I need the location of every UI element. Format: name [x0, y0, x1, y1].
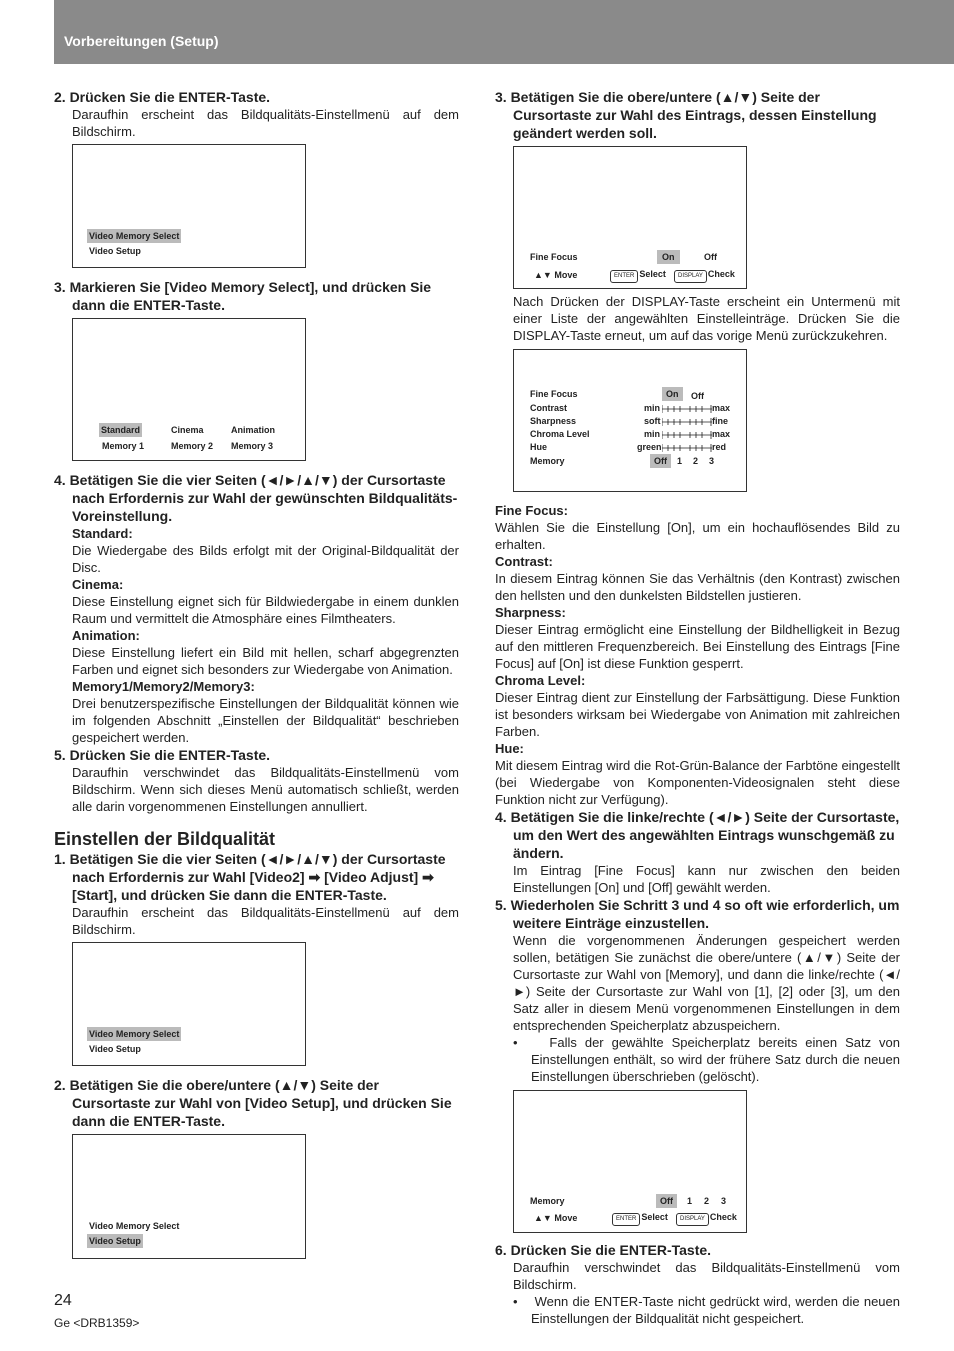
screenC-select	[612, 1210, 668, 1226]
sb-chroma: Chroma Level	[530, 429, 590, 439]
r-step-3-title: 3. Betätigen Sie die obere/untere (▲/▼) Seite der Cursortaste zur Wahl des Eintrags, dessen Einstellung geändert werden soll.	[495, 89, 877, 141]
right-column	[495, 88, 900, 1327]
hue-heading: Hue:	[495, 741, 524, 756]
screen-menu-1	[72, 144, 306, 268]
sb-sharpness: Sharpness	[530, 416, 577, 426]
sb-ch-min: min	[644, 429, 661, 439]
screen2-standard: Standard	[101, 425, 141, 435]
screen4-item1: Video Memory Select	[89, 1221, 180, 1231]
memory-heading: Memory1/Memory2/Memory3:	[72, 679, 255, 694]
screen1-item1: Video Memory Select	[89, 231, 180, 241]
sb-s-fine: fine	[712, 416, 729, 426]
sharpness-scale-icon	[662, 417, 712, 426]
screen1-item2: Video Setup	[89, 246, 141, 256]
screen2-memory1: Memory 1	[102, 441, 145, 451]
chroma-scale-icon	[662, 430, 712, 439]
r-step-4-body: Im Eintrag [Fine Focus] kann nur zwischen den beiden Einstellungen [On] und [Off] gewählt werden.	[513, 863, 900, 895]
screen2-memory2: Memory 2	[171, 441, 214, 451]
cinema-body: Diese Einstellung eignet sich für Bildwiedergabe in einem dunklen Raum und vermittelt die Atmosphäre eines Filmtheaters.	[72, 594, 459, 626]
chroma-body: Dieser Eintrag dient zur Einstellung der Farbsättigung. Diese Funktion ist besonders wirksam bei Wiedergabe von Animation mit zahlreichen Farben.	[495, 690, 900, 739]
sb-m3: 3	[709, 456, 715, 466]
up-down-arrows-icon: ▲▼	[534, 270, 552, 280]
header-title: Vorbereitungen (Setup)	[64, 33, 219, 49]
b-step-2-title: 2. Betätigen Sie die obere/untere (▲/▼) Seite der Cursortaste zur Wahl von [Video Setup], und drücken Sie dann die ENTER-Taste.	[54, 1077, 452, 1129]
screenA-move-label: Move	[554, 270, 578, 280]
r-step-6-bullet-text: Wenn die ENTER-Taste nicht gedrückt wird, werden die neuen Einstellungen der Bildqualität nicht gespeichert.	[531, 1294, 900, 1326]
screenC-label: Memory	[530, 1196, 565, 1206]
screenC-check	[676, 1210, 737, 1226]
memory-body: Drei benutzerspezifische Einstellungen der Bildqualität können wie im folgenden Abschnitt „Einstellen der Bildqualität“ beschrieben gespeichert werden.	[72, 696, 459, 745]
screenA-on: On	[657, 250, 680, 264]
ff-body: Wählen Sie die Einstellung [On], um ein hochauflösendes Bild zu erhalten.	[495, 520, 900, 552]
r-step-5-bullet: • Falls der gewählte Speicherplatz bereits einen Satz von Einstellungen enthält, so wird der frühere Satz durch die neuen Einstellungen überschrieben (gelöscht).	[513, 1035, 901, 1084]
sb-s-soft: soft	[644, 416, 661, 426]
contrast-heading: Contrast:	[495, 554, 553, 569]
screen3-item1: Video Memory Select	[89, 1029, 180, 1039]
sb-h-red: red	[712, 442, 727, 452]
display-key-icon: DISPLAY	[674, 270, 707, 283]
screenC-m3: 3	[721, 1196, 727, 1206]
contrast-body: In diesem Eintrag können Sie das Verhältnis (den Kontrast) zwischen den hellsten und den dunkelsten Bildstellen justieren.	[495, 571, 900, 603]
sb-fine-focus: Fine Focus	[530, 389, 578, 399]
sb-ch-max: max	[712, 429, 731, 439]
r-step-6-body: Daraufhin verschwindet das Bildqualitäts-Einstellmenü vom Bildschirm.	[513, 1260, 900, 1292]
screenA-check	[674, 267, 735, 283]
sb-m1: 1	[677, 456, 683, 466]
left-column	[54, 88, 459, 1269]
screen4-item2: Video Setup	[89, 1236, 141, 1246]
screenC-off: Off	[656, 1194, 677, 1208]
hue-body: Mit diesem Eintrag wird die Rot-Grün-Balance der Farbtöne eingestellt (bei Wiedergabe von Komponenten-Videosignalen steht diese Funktion nicht zur Verfügung).	[495, 758, 900, 807]
screenC-m2: 2	[704, 1196, 710, 1206]
screen-memory-select	[72, 318, 306, 461]
step-2-title: 2. Drücken Sie die ENTER-Taste.	[54, 89, 271, 105]
screenA-check-label: Check	[707, 269, 735, 279]
display-key-icon: DISPLAY	[676, 1213, 709, 1226]
screenC-check-label: Check	[709, 1212, 737, 1222]
screenA-move	[534, 268, 577, 282]
r-step-5-body: Wenn die vorgenommenen Änderungen gespeichert werden sollen, betätigen Sie zunächst die obere/untere (▲/▼) Seite der Cursortaste zur Wahl von [Memory], und dann die linke/rechte (◄/►) Seite der Cursortaste zur Wahl von [1], [2] oder [3], um den Satz aller in diesem Menü vorgenommenen Einstellungen in dem entsprechenden Speicherplatz abzuspeichern.	[513, 933, 900, 1033]
screen-menu-3	[72, 1134, 306, 1259]
screenA-select-label: Select	[639, 269, 666, 279]
sb-memory: Memory	[530, 456, 565, 466]
screenC-move	[534, 1211, 577, 1225]
screen3-item2: Video Setup	[89, 1044, 141, 1054]
step-2-body: Daraufhin erscheint das Bildqualitäts-Einstellmenü auf dem Bildschirm.	[72, 107, 459, 139]
section-heading: Einstellen der Bildqualität	[54, 829, 276, 849]
contrast-scale-icon	[662, 404, 712, 413]
enter-key-icon: ENTER	[612, 1213, 640, 1226]
up-down-arrows-icon: ▲▼	[534, 1213, 552, 1223]
sharp-heading: Sharpness:	[495, 605, 566, 620]
r-step-5-bullet-text: Falls der gewählte Speicherplatz bereits einen Satz von Einstellungen enthält, so wird der frühere Satz durch die neuen Einstellungen überschrieben (gelöscht).	[531, 1035, 901, 1084]
screen-fine-focus	[513, 146, 747, 289]
sb-m-off: Off	[650, 454, 671, 468]
sb-off: Off	[691, 391, 704, 401]
screenA-off: Off	[704, 252, 717, 262]
cinema-heading: Cinema:	[72, 577, 124, 592]
sb-c-max: max	[712, 403, 731, 413]
hue-scale-icon	[662, 443, 712, 452]
sharp-body: Dieser Eintrag ermöglicht eine Einstellung der Bildhelligkeit in Bezug auf den mittleren Frequenzbereich. Bei Einstellung des Eintrags [Fine Focus] auf [On] ist diese Funktion gesperrt.	[495, 622, 900, 671]
step-3-title: 3. Markieren Sie [Video Memory Select], und drücken Sie dann die ENTER-Taste.	[54, 279, 432, 313]
screen-submenu	[513, 349, 747, 492]
page-header	[54, 0, 954, 64]
sb-on: On	[662, 387, 683, 401]
sb-contrast: Contrast	[530, 403, 568, 413]
display-note: Nach Drücken der DISPLAY-Taste erscheint ein Untermenü mit einer Liste der angewählten Einstelleinträge. Drücken Sie die DISPLAY-Taste erneut, um auf das vorige Menü zurückzukehren.	[513, 294, 900, 343]
screenC-select-label: Select	[641, 1212, 668, 1222]
animation-body: Diese Einstellung liefert ein Bild mit hellen, scharf abgegrenzten Farben und eignet sich besonders zur Wiedergabe von Animation.	[72, 645, 459, 677]
page-number: 24	[54, 1292, 72, 1309]
r-step-6-title: 6. Drücken Sie die ENTER-Taste.	[495, 1242, 712, 1258]
screen2-cinema: Cinema	[171, 425, 204, 435]
sb-m2: 2	[693, 456, 699, 466]
sb-h-green: green	[637, 442, 662, 452]
screen-menu-2	[72, 942, 306, 1066]
screenA-select	[610, 267, 666, 283]
screen2-memory3: Memory 3	[231, 441, 274, 451]
enter-key-icon: ENTER	[610, 270, 638, 283]
r-step-6-bullet: • Wenn die ENTER-Taste nicht gedrückt wird, werden die neuen Einstellungen der Bildqualität nicht gespeichert.	[513, 1294, 900, 1326]
step-5-title: 5. Drücken Sie die ENTER-Taste.	[54, 747, 271, 763]
screenC-move-label: Move	[554, 1213, 578, 1223]
b-step-1-title: 1. Betätigen Sie die vier Seiten (◄/►/▲/▼) der Cursortaste nach Erfordernis zur Wahl [Video2] ➡ [Video Adjust] ➡ [Start], und drücken Sie dann die ENTER-Taste.	[54, 851, 446, 903]
r-step-5-title: 5. Wiederholen Sie Schritt 3 und 4 so oft wie erforderlich, um weitere Einträge einzustellen.	[495, 897, 900, 931]
animation-heading: Animation:	[72, 628, 140, 643]
sb-c-min: min	[644, 403, 661, 413]
r-step-4-title: 4. Betätigen Sie die linke/rechte (◄/►) Seite der Cursortaste, um den Wert des angewählten Eintrags wunschgemäß zu ändern.	[495, 809, 900, 861]
standard-body: Die Wiedergabe des Bilds erfolgt mit der Original-Bildqualität der Disc.	[72, 543, 459, 575]
step-5-body: Daraufhin verschwindet das Bildqualitäts-Einstellmenü vom Bildschirm. Wenn sich dieses Menü automatisch schließt, werden alle darin vorgenommenen Einstellungen annulliert.	[72, 765, 459, 814]
screenA-label: Fine Focus	[530, 252, 578, 262]
step-4-title: 4. Betätigen Sie die vier Seiten (◄/►/▲/▼) der Cursortaste nach Erfordernis zur Wahl der gewünschten Bildqualitäts-Voreinstellung.	[54, 472, 458, 524]
ff-heading: Fine Focus:	[495, 503, 568, 518]
screen-memory	[513, 1090, 747, 1233]
page-code: Ge <DRB1359>	[54, 1316, 140, 1330]
b-step-1-body: Daraufhin erscheint das Bildqualitäts-Einstellmenü auf dem Bildschirm.	[72, 905, 459, 937]
screen2-animation: Animation	[231, 425, 275, 435]
chroma-heading: Chroma Level:	[495, 673, 586, 688]
sb-hue: Hue	[530, 442, 548, 452]
screenC-m1: 1	[687, 1196, 693, 1206]
standard-heading: Standard:	[72, 526, 133, 541]
